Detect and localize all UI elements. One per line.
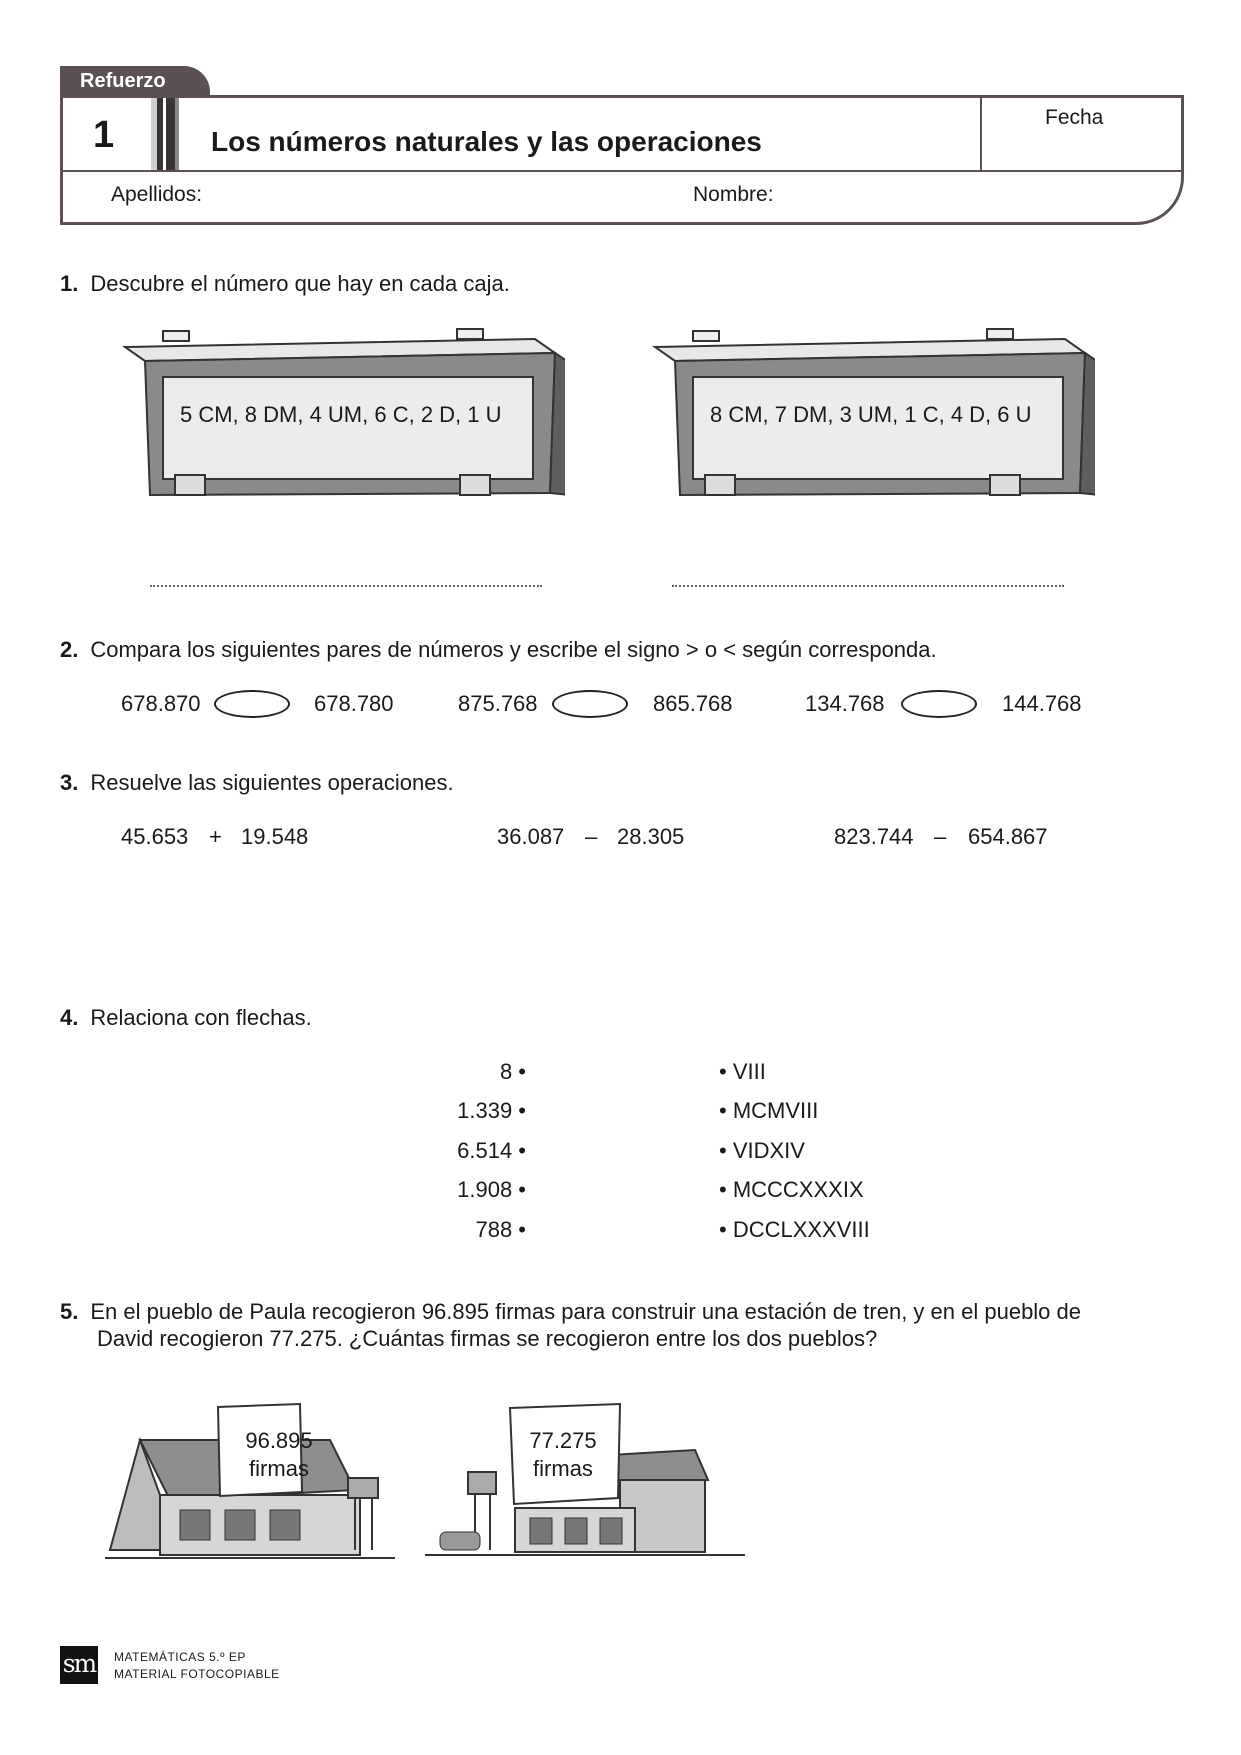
sign-1-word: firmas <box>249 1456 309 1481</box>
sign-2 <box>520 1427 606 1483</box>
op-3-a: 823.744 <box>834 824 914 849</box>
sign-1 <box>236 1427 322 1483</box>
station-illustration-2 <box>420 1400 750 1570</box>
exercise-1-number: 1. <box>60 271 79 296</box>
match-left-item[interactable]: 788 • <box>475 1217 526 1242</box>
op-2-sign: – <box>585 824 598 849</box>
station-illustration-1 <box>100 1400 400 1570</box>
exercise-4-number: 4. <box>60 1005 79 1030</box>
unit-number: 1 <box>93 114 115 156</box>
op-3-sign: – <box>934 824 947 849</box>
exercise-5-number: 5. <box>60 1299 79 1324</box>
exercise-3-prompt <box>60 769 454 797</box>
publisher-logo: sm <box>60 1646 98 1684</box>
op-2-a: 36.087 <box>497 824 565 849</box>
compare-oval-3[interactable] <box>901 690 977 718</box>
match-left-item[interactable]: 6.514 • <box>457 1138 526 1163</box>
match-right-item[interactable]: • MCMVIII <box>719 1098 819 1123</box>
exercise-2-number: 2. <box>60 637 79 662</box>
footer-line-1: MATEMÁTICAS 5.º EP <box>114 1650 246 1664</box>
exercise-3-number: 3. <box>60 770 79 795</box>
header-box <box>60 95 1184 225</box>
exercise-5-prompt <box>60 1298 1081 1326</box>
exercise-1-prompt <box>60 270 510 298</box>
match-right-item[interactable]: • VIDXIV <box>719 1138 805 1163</box>
op-1-a: 45.653 <box>121 824 189 849</box>
pair-3-b: 144.768 <box>1002 691 1082 716</box>
header-rule <box>63 170 1181 172</box>
exercise-2-prompt <box>60 636 937 664</box>
box-2-label: 8 CM, 7 DM, 3 UM, 1 C, 4 D, 6 U <box>710 402 1032 427</box>
exercise-2-text: Compara los siguientes pares de números y escribe el signo > o < según corresponda. <box>90 637 937 662</box>
box-1-label: 5 CM, 8 DM, 4 UM, 6 C, 2 D, 1 U <box>180 402 502 427</box>
match-right-item[interactable]: • VIII <box>719 1059 766 1084</box>
decorative-bars <box>151 98 179 170</box>
section-tab: Refuerzo <box>60 66 210 98</box>
pair-1-b: 678.780 <box>314 691 394 716</box>
op-1-sign: + <box>209 824 222 849</box>
pair-1-a: 678.870 <box>121 691 201 716</box>
match-left-item[interactable]: 1.908 • <box>457 1177 526 1202</box>
exercise-3-text: Resuelve las siguientes operaciones. <box>90 770 454 795</box>
pair-2-a: 875.768 <box>458 691 538 716</box>
answer-line-1[interactable] <box>150 585 542 587</box>
pair-2-b: 865.768 <box>653 691 733 716</box>
exercise-4-prompt <box>60 1004 312 1032</box>
match-right-item[interactable]: • DCCLXXXVIII <box>719 1217 870 1242</box>
match-left-item[interactable]: 1.339 • <box>457 1098 526 1123</box>
pair-3-a: 134.768 <box>805 691 885 716</box>
sign-1-number: 96.895 <box>245 1428 313 1453</box>
exercise-5-line-1: En el pueblo de Paula recogieron 96.895 firmas para construir una estación de tren, y en el pueblo de <box>90 1299 1082 1324</box>
op-1-b: 19.548 <box>241 824 309 849</box>
compare-oval-1[interactable] <box>214 690 290 718</box>
op-2-b: 28.305 <box>617 824 685 849</box>
sign-2-word: firmas <box>533 1456 593 1481</box>
exercise-4-text: Relaciona con flechas. <box>90 1005 312 1030</box>
name-label: Nombre: <box>693 183 774 206</box>
match-left-item[interactable]: 8 • <box>499 1059 526 1084</box>
exercise-5-line-2: David recogieron 77.275. ¿Cuántas firmas se recogieron entre los dos pueblos? <box>97 1326 878 1351</box>
surname-label: Apellidos: <box>111 183 203 206</box>
compare-oval-2[interactable] <box>552 690 628 718</box>
answer-line-2[interactable] <box>672 585 1064 587</box>
header-divider <box>980 98 982 170</box>
op-3-b: 654.867 <box>968 824 1048 849</box>
match-right-item[interactable]: • MCCCXXXIX <box>719 1177 864 1202</box>
sign-2-number: 77.275 <box>529 1428 597 1453</box>
footer-line-2: MATERIAL FOTOCOPIABLE <box>114 1667 280 1681</box>
exercise-1-text: Descubre el número que hay en cada caja. <box>90 271 510 296</box>
date-label: Fecha <box>1045 106 1104 129</box>
page-title: Los números naturales y las operaciones <box>211 126 762 157</box>
